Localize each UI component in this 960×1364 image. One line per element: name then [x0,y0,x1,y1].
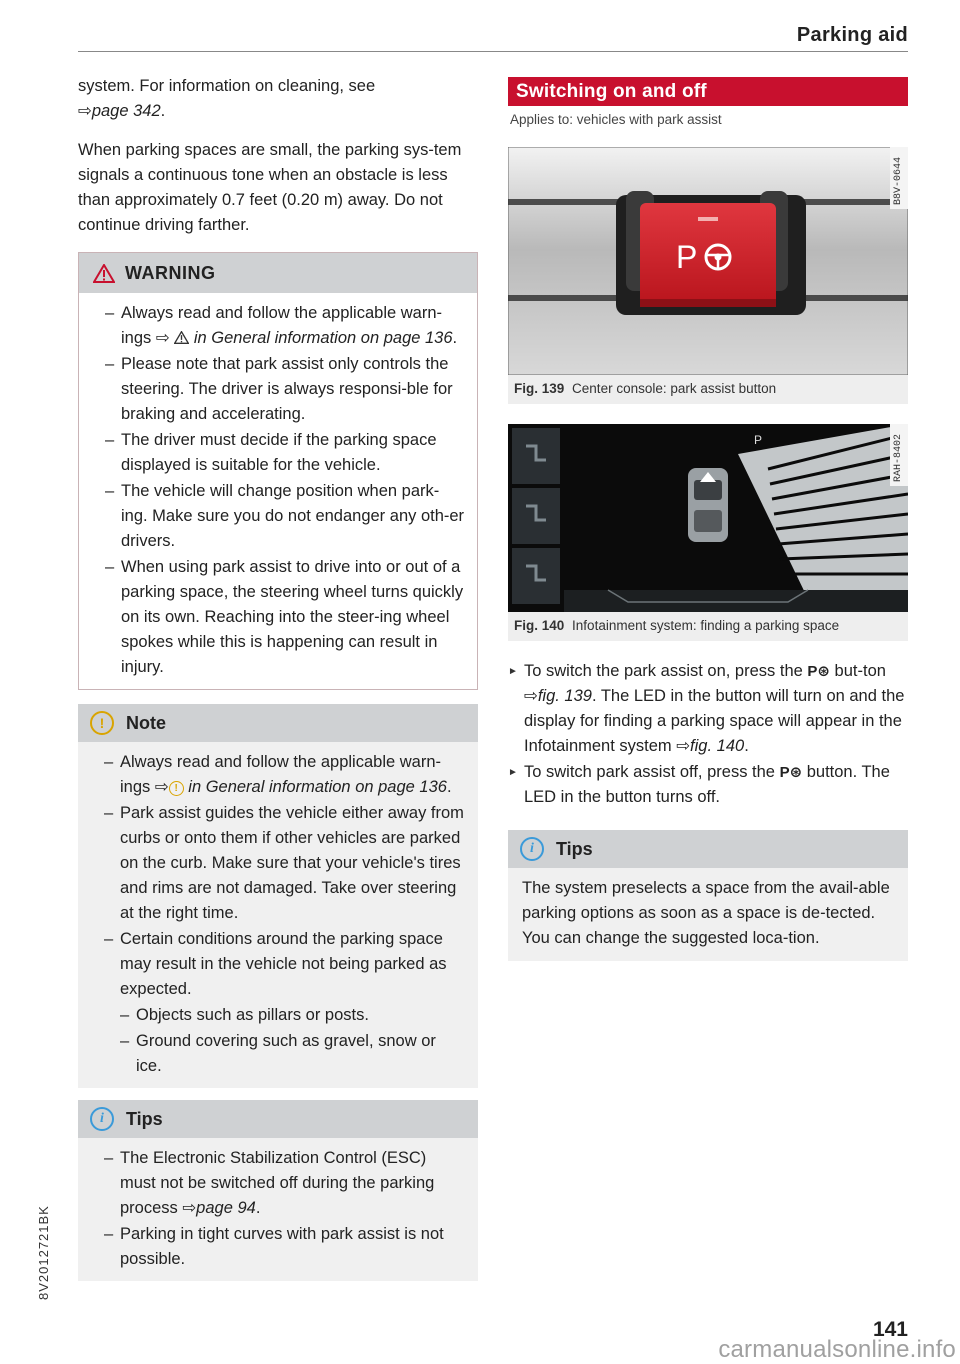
tips-list [78,1138,478,1281]
park-assist-button-image [508,147,908,375]
page-header-title: Parking aid [796,24,908,46]
warning-triangle-icon [93,264,115,283]
figure-label: Fig. 140 [514,618,565,633]
list-item: – Ground covering such as gravel, snow or ice. [94,1029,466,1079]
page-ref-link[interactable]: in General information on page 136 [183,778,447,796]
list-item [94,750,466,800]
figure-caption [508,612,908,641]
item-text: The Electronic Stabilization Control (ESC) must not be switched off during the parking process [120,1149,435,1217]
right-column [508,77,908,961]
page-number: 141 [872,1318,908,1341]
header-rule [78,51,908,52]
tips-header [508,830,908,868]
warning-list [79,293,477,689]
list-item: – Park assist guides the vehicle either away from curbs or onto them if other vehicles are parked on the curb. Make sure that your vehicle's tires and rims are not damaged. Take over steering at the right time. [94,801,466,926]
list-item [95,301,465,351]
note-list [78,742,478,1088]
figure-code: RAH-8402 [890,424,908,486]
item-text: . [452,329,458,347]
figure-ref-link[interactable]: ⇨fig. 139 [524,687,592,705]
svg-text:P: P [754,433,763,447]
section-title: Switching on and off [508,77,908,106]
list-item: – Please note that park assist only controls the steering. The driver is always responsi-ble for braking and accelerating. [95,352,465,427]
page-ref-link[interactable]: ⇨page 94 [182,1199,256,1217]
tips-header [78,1100,478,1138]
warning-header [79,253,477,293]
step-text: To switch the park assist on, press the [524,662,808,680]
park-assist-symbol: P⊛ [779,764,803,781]
step-text: but-ton [829,662,886,680]
tips-box-left [78,1100,478,1281]
watermark: carmanualsonline.info [718,1336,956,1363]
note-box [78,704,478,1088]
warning-title: WARNING [125,262,216,283]
tips-box-right [508,830,908,961]
list-item [94,1146,466,1221]
step-text: To switch park assist off, press the [524,763,780,781]
warning-triangle-icon [174,331,189,344]
item-text: Always read and follow the applicable warn-ings ⇨ [121,304,443,347]
intro-end: . [160,102,166,120]
list-item: – Parking in tight curves with park assist is not possible. [94,1222,466,1272]
list-item: – The driver must decide if the parking space displayed is suitable for the vehicle. [95,428,465,478]
parking-tone-paragraph: When parking spaces are small, the parking sys-tem signals a continuous tone when an obstacle is less than approximately 0.7 feet (0.20 m) away. Do not continue driving farther. [78,141,462,234]
figure-139 [508,147,908,404]
intro-text: system. For information on cleaning, see [78,77,376,95]
steps-list [508,659,908,810]
note-header [78,704,478,742]
list-item: – Certain conditions around the parking space may result in the vehicle not being parked as expected. [94,927,466,1002]
caption-text: Center console: park assist button [572,381,777,396]
item-text: . [446,778,452,796]
infotainment-parking-illustration [508,424,908,612]
step-item [508,760,908,810]
caption-text: Infotainment system: finding a parking space [572,618,840,633]
step-text: button. The LED in the button turns off. [524,763,890,806]
tips-title: Tips [556,838,593,859]
list-item: – When using park assist to drive into or out of a parking space, the steering wheel turns quickly on its own. Reaching into the steer-ing wheel spokes while this is happening can result in injury. [95,555,465,680]
figure-caption [508,375,908,404]
left-column [78,74,478,1281]
note-icon: ! [169,781,184,796]
note-title: Note [126,712,166,733]
figure-label: Fig. 139 [514,381,565,396]
intro-paragraph [78,74,478,124]
list-item: – Objects such as pillars or posts. [94,1003,466,1028]
park-assist-symbol: P⊛ [807,663,830,680]
tips-title: Tips [126,1108,163,1129]
info-icon: i [90,1107,114,1131]
warning-box [78,252,478,690]
tips-text: The system preselects a space from the avail-able parking options as soon as a space is de-tected. You can change the suggested loca-tion. [522,879,890,947]
item-text: . [255,1199,261,1217]
figure-140 [508,424,908,641]
info-icon: i [520,837,544,861]
step-item [508,659,908,759]
figure-code: B8V-0644 [890,147,908,209]
center-console-illustration [508,147,908,375]
svg-text:P: P [676,239,698,275]
note-icon: ! [90,711,114,735]
page-ref-link[interactable]: in General information on page 136 [189,329,453,347]
infotainment-image [508,424,908,612]
item-text: Always read and follow the applicable warn-ings ⇨ [120,753,442,796]
list-item: – The vehicle will change position when park-ing. Make sure you do not endanger any oth-er drivers. [95,479,465,554]
step-text: . [744,737,749,755]
page-ref-link[interactable]: ⇨page 342 [78,102,161,120]
applies-to: Applies to: vehicles with park assist [510,112,722,127]
document-code: 8V2012721BK [36,1205,51,1300]
figure-ref-link[interactable]: ⇨fig. 140 [676,737,745,755]
step-text: . The LED in the button will turn on and the display for finding a parking space will appear in the Infotainment system [524,687,905,755]
